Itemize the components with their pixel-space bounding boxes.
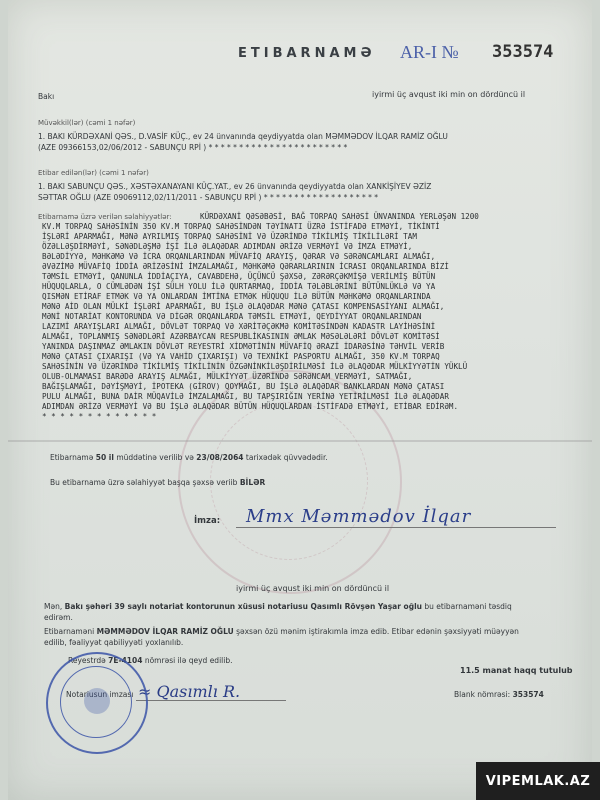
site-watermark: VIPEMLAK.AZ xyxy=(476,762,600,800)
notary-principal-post: şəxsən özü mənim iştirakımla imza edib. Etibar edənin şəxsiyyəti müəyyən xyxy=(236,627,519,636)
validity-mid: müddətinə verilib və xyxy=(116,453,194,462)
notary-certify: bu etibarnaməni təsdiq xyxy=(424,602,512,611)
agent-text: 1. BAKI SABUNÇU QƏS., XƏSTƏXANAYANI KÜÇ.YAT., ev 26 ünvanında qeydiyyatda olan XANKİŞİYEV ƏZİZ xyxy=(38,182,432,191)
notary-intro: Mən, xyxy=(44,602,63,611)
registry-post: nömrəsi ilə qeyd edilib. xyxy=(144,656,233,665)
signature-label: İmza: xyxy=(194,516,221,526)
powers-line: MƏNƏ AİD OLAN MÜLKİ İŞLƏRİ APARMAĞI, BU İŞLƏ ƏLAQƏDAR MƏNƏ ÇATASI KOMPENSASİYANI ALMAĞI, xyxy=(42,302,445,311)
principal-signature: Mmx Məmmədov İlqar xyxy=(246,506,472,527)
blank-label: Blank nömrəsi: xyxy=(454,690,511,699)
powers-line: * * * * * * * * * * * * * xyxy=(42,412,157,421)
powers-line: PULU ALMAĞI, BUNA DAİR MÜQAVİLƏ İMZALAMAĞI, BU TAPŞIRIĞIN YERİNƏ YETİRİLMƏSİ İLƏ ƏLAQƏDAR xyxy=(42,392,449,401)
powers-line: QISMƏN ETİRAF ETMƏK VƏ YA ONLARDAN İMTİNA ETMƏK HÜQUQU İLƏ BÜTÜN MƏHKƏMƏ ORQANLARINDA xyxy=(42,292,431,301)
signature-line xyxy=(236,527,556,528)
powers-line: SAHƏSİNİN VƏ ÜZƏRİNDƏ TİKİLMİŞ TİKİLİNİN ÖZGƏNİNKİLƏŞDİRİLMƏSİ İLƏ ƏLAQƏDAR MÜLKİYYƏTİN YÜKLÜ xyxy=(42,362,468,371)
principal-text: 1. BAKI KÜRDƏXANİ QƏS., D.VASİF KÜÇ., ev 24 ünvanında qeydiyyatda olan MƏMMƏDOV İLQAR RAMİZ OĞLU xyxy=(38,132,448,141)
principal-text-2: (AZE 09366153,02/06/2012 - SABUNÇU RPİ ) * * * * * * * * * * * * * * * * * * * * * * * xyxy=(38,143,348,152)
document-number: 353574 xyxy=(492,42,554,62)
notary-principal-pre: Etibarnaməni xyxy=(44,627,95,636)
fee-text: 11.5 manat haqq tutulub xyxy=(460,666,573,675)
agent-label: Etibar edilən(lər) (cəmi 1 nəfər) xyxy=(38,169,149,177)
stamp-emblem-icon xyxy=(84,688,110,714)
powers-lead: Etibarnamə üzrə verilən səlahiyyətlər: xyxy=(38,213,172,221)
validity-pre: Etibarnamə xyxy=(50,453,94,462)
notary-signature: ≈ Qasımlı R. xyxy=(138,682,241,701)
powers-line: ÖZƏLLƏŞDİRMƏYİ, SƏNƏDLƏŞMƏ İŞİ İLƏ ƏLAQƏDAR ADIMDAN ƏRİZƏ VERMƏYİ VƏ İMZA ETMƏYİ, xyxy=(42,242,413,251)
paper-fold-line xyxy=(8,440,592,442)
document-title: ETIBARNAMƏ xyxy=(238,46,376,61)
transfer-pre: Bu etibarnamə üzrə səlahiyyət başqa şəxsə veriib xyxy=(50,478,238,487)
place-name: Bakı xyxy=(38,92,55,101)
validity-line xyxy=(50,453,328,463)
powers-line: HÜQUQLARLA, O CÜMLƏDƏN İŞİ SÜLH YOLU İLƏ QURTARMAQ, İDDİA TƏLƏBLƏRİNİ BÜTÜNLÜKLƏ VƏ YA xyxy=(42,282,436,291)
transfer-line xyxy=(50,478,265,488)
blank-number: 353574 xyxy=(512,690,544,699)
date-line-top: iyirmi üç avqust iki min on dördüncü il xyxy=(372,90,526,99)
notary-line-2-end: edilib, fəaliyyət qabiliyyəti yoxlanılıb. xyxy=(44,638,184,647)
registry-pre: Reyestrdə xyxy=(68,656,106,665)
powers-body xyxy=(42,212,562,422)
notary-line-2 xyxy=(44,627,564,637)
powers-line: BƏLƏDİYYƏ, MƏHKƏMƏ VƏ İCRA ORQANLARINDAN MÜVAFİQ ARAYIŞ, QƏRAR VƏ SƏRƏNCAMLARI ALMAĞI, xyxy=(42,252,436,261)
powers-line: ƏVƏZİMƏ MÜVAFİQ İDDİA ƏRİZƏSİNİ İMZALAMAĞI, MƏHKƏMƏ QƏRARLARININ İCRASI ORQANLARINDA BİZİ xyxy=(42,262,449,271)
powers-line: YANINDA DAŞINMAZ ƏMLAKIN DÖVLƏT REYESTRİ XİDMƏTİNİN MÜVAFİQ ƏRAZİ İDARƏSİNƏ TƏHVİL VERİB xyxy=(42,342,445,351)
document-header xyxy=(8,40,592,70)
notary-stamp xyxy=(46,652,148,754)
document-page xyxy=(8,0,592,800)
agent-text-2: SƏTTAR OĞLU (AZE 09069112,02/11/2011 - SABUNÇU RPİ ) * * * * * * * * * * * * * * * * * * * xyxy=(38,193,378,202)
powers-line: ADIMDAN ƏRİZƏ VERMƏYİ VƏ BU İŞLƏ ƏLAQƏDAR BÜTÜN HÜQUQLARDAN İSTİFADƏ ETMƏYİ, ETİBAR EDİRƏM. xyxy=(42,402,459,411)
powers-line: MƏNƏ ÇATASI ÇIXARIŞI (VƏ YA VAHİD ÇIXARIŞI) VƏ TEXNİKİ PASPORTU ALMAĞI, 350 KV.M TORPAQ xyxy=(42,352,440,361)
powers-line: MƏNİ NOTARİAT KONTORUNDA VƏ DİGƏR ORQANLARDA TƏMSİL ETMƏYİ, QEYDİYYAT ORQANLARINDAN xyxy=(42,312,422,321)
notary-name: Bakı şəhəri 39 saylı notariat kontorunun xüsusi notariusu Qasımlı Rövşən Yaşar oğlu xyxy=(64,602,422,611)
registry-number: 7E-4104 xyxy=(108,656,143,665)
validity-years: 50 il xyxy=(95,453,114,462)
date-line-bottom: iyirmi üç avqust iki min on dördüncü il xyxy=(236,584,390,593)
notary-signature-label: Notariusun imzası xyxy=(66,690,134,699)
notary-principal-name: MƏMMƏDOV İLQAR RAMİZ OĞLU xyxy=(96,627,234,636)
powers-line: BAĞIŞLAMAĞI, DƏYİŞMƏYİ, İPOTEKA (GİROV) QOYMAĞI, BU İŞLƏ ƏLAQƏDAR BANKLARDAN MƏNƏ ÇATASI xyxy=(42,382,445,391)
notary-line-1 xyxy=(44,602,564,612)
validity-date: 23/08/2064 xyxy=(196,453,244,462)
notary-line-1-end: edirəm. xyxy=(44,613,73,622)
powers-line: OLUB-OLMAMASI BARƏDƏ ARAYIŞ ALMAĞI, MÜLKİYYƏT ÜZƏRİNDƏ SƏRƏNCAM VERMƏYİ, SATMAĞI, xyxy=(42,372,413,381)
transfer-value: BİLƏR xyxy=(239,478,266,487)
powers-line: İŞLƏRİ APARMAĞI, MƏNƏ AYRILMIŞ TORPAQ SAHƏSİNİ VƏ ÜZƏRİNDƏ TİKİLMİŞ TİKİLİLƏRİ TAM xyxy=(42,232,417,241)
principal-label: Müvəkkil(lər) (cəmi 1 nəfər) xyxy=(38,119,136,127)
blank-number-line xyxy=(454,690,544,700)
powers-line: TƏMSİL ETMƏYİ, QANUNLA İDDİAÇIYA, CAVABDEHƏ, ÜÇÜNCÜ ŞƏXSƏ, ZƏRƏRÇƏKMİŞƏ VERİLMİŞ BÜTÜN xyxy=(42,272,436,281)
powers-line: KÜRDƏXANİ QƏSƏBƏSİ, BAĞ TORPAQ SAHƏSİ ÜNVANINDA YERLƏŞƏN 1200 xyxy=(200,212,479,221)
powers-line: LAZIMİ ARAYIŞLARI ALMAĞI, DÖVLƏT TORPAQ VƏ XƏRİTƏÇƏKMƏ KOMİTƏSİNDƏN KADASTR LAYİHƏSİNİ xyxy=(42,322,436,331)
validity-post: tarixədək qüvvədədir. xyxy=(245,453,328,462)
series-label: AR-I № xyxy=(400,42,459,62)
notary-signature-line xyxy=(136,700,286,701)
powers-line: KV.M TORPAQ SAHƏSİNİN 350 KV.M TORPAQ SAHƏSİNDƏN TƏYİNATI ÜZRƏ İSTİFADƏ ETMƏYİ, TİKİNTİ xyxy=(42,222,440,231)
powers-line: ALMAĞI, TOPLANMIŞ SƏNƏDLƏRİ AZƏRBAYCAN RESPUBLİKASININ ƏMLAK MƏSƏLƏLƏRİ DÖVLƏT KOMİTƏSİ xyxy=(42,332,440,341)
